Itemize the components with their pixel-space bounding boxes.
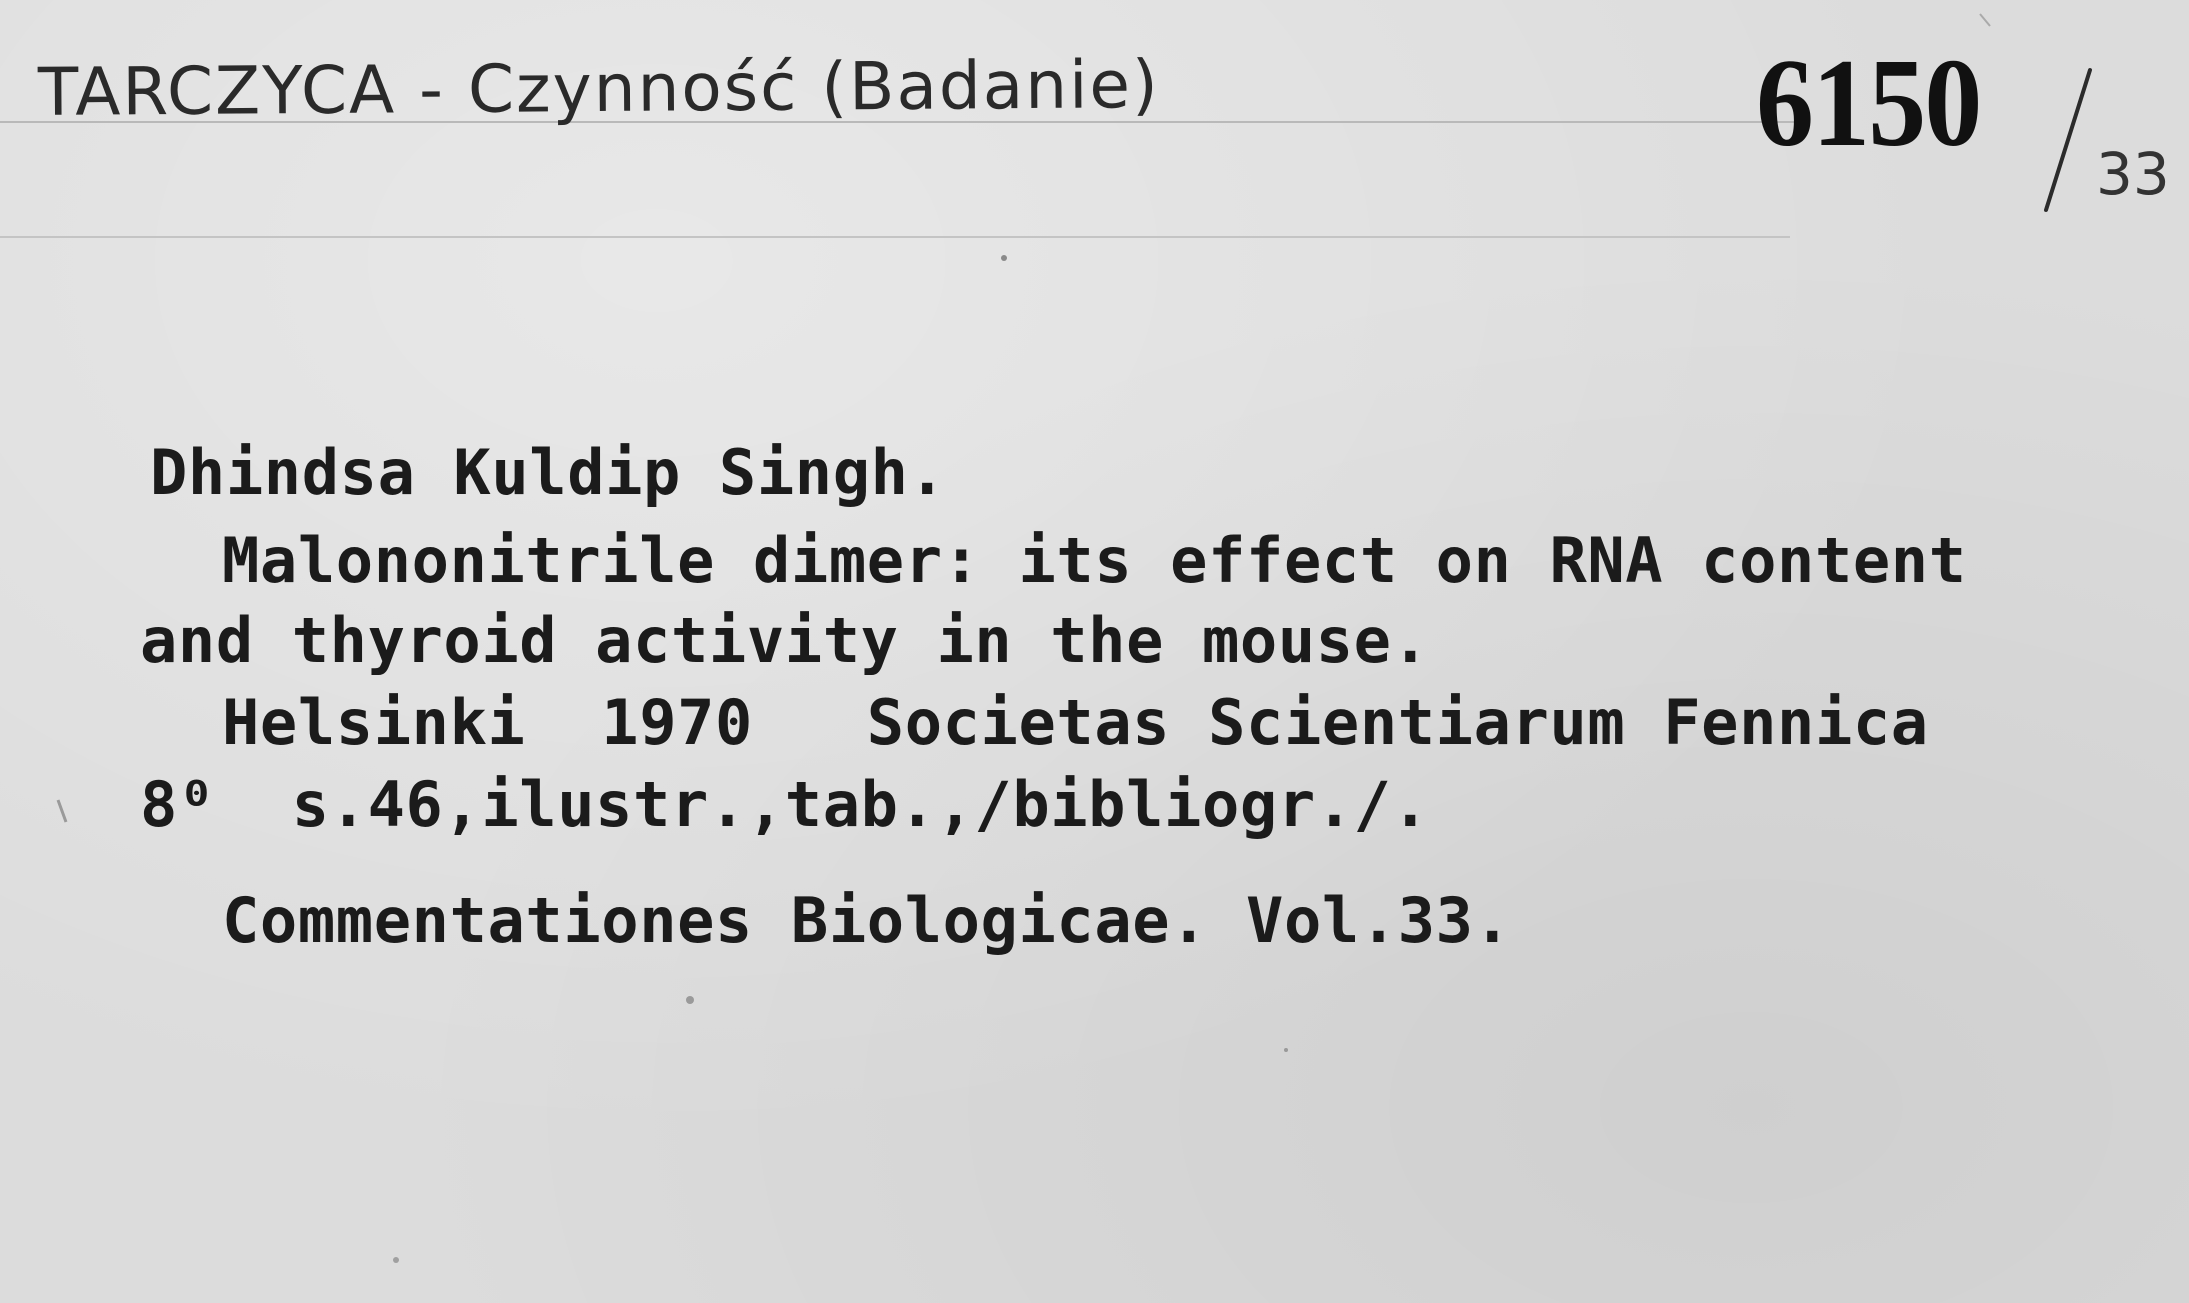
subject-heading: TARCZYCA - Czynność (Badanie) — [37, 46, 1160, 131]
guide-rule — [0, 236, 1790, 238]
title-line-2: and thyroid activity in the mouse. — [140, 604, 1430, 677]
series-line: Commentationes Biologicae. Vol.33. — [222, 884, 1512, 957]
title-line-1: Malononitrile dimer: its effect on RNA content — [222, 524, 1967, 597]
volume-mark — [2028, 64, 2178, 224]
call-number: 6150 — [1756, 34, 1981, 173]
author-line: Dhindsa Kuldip Singh. — [150, 436, 947, 509]
volume-number: 33 — [2096, 140, 2170, 208]
collation-line: 8⁰ s.46,ilustr.,tab.,/bibliogr./. — [140, 768, 1430, 841]
imprint-line: Helsinki 1970 Societas Scientiarum Fennica — [222, 686, 1929, 759]
